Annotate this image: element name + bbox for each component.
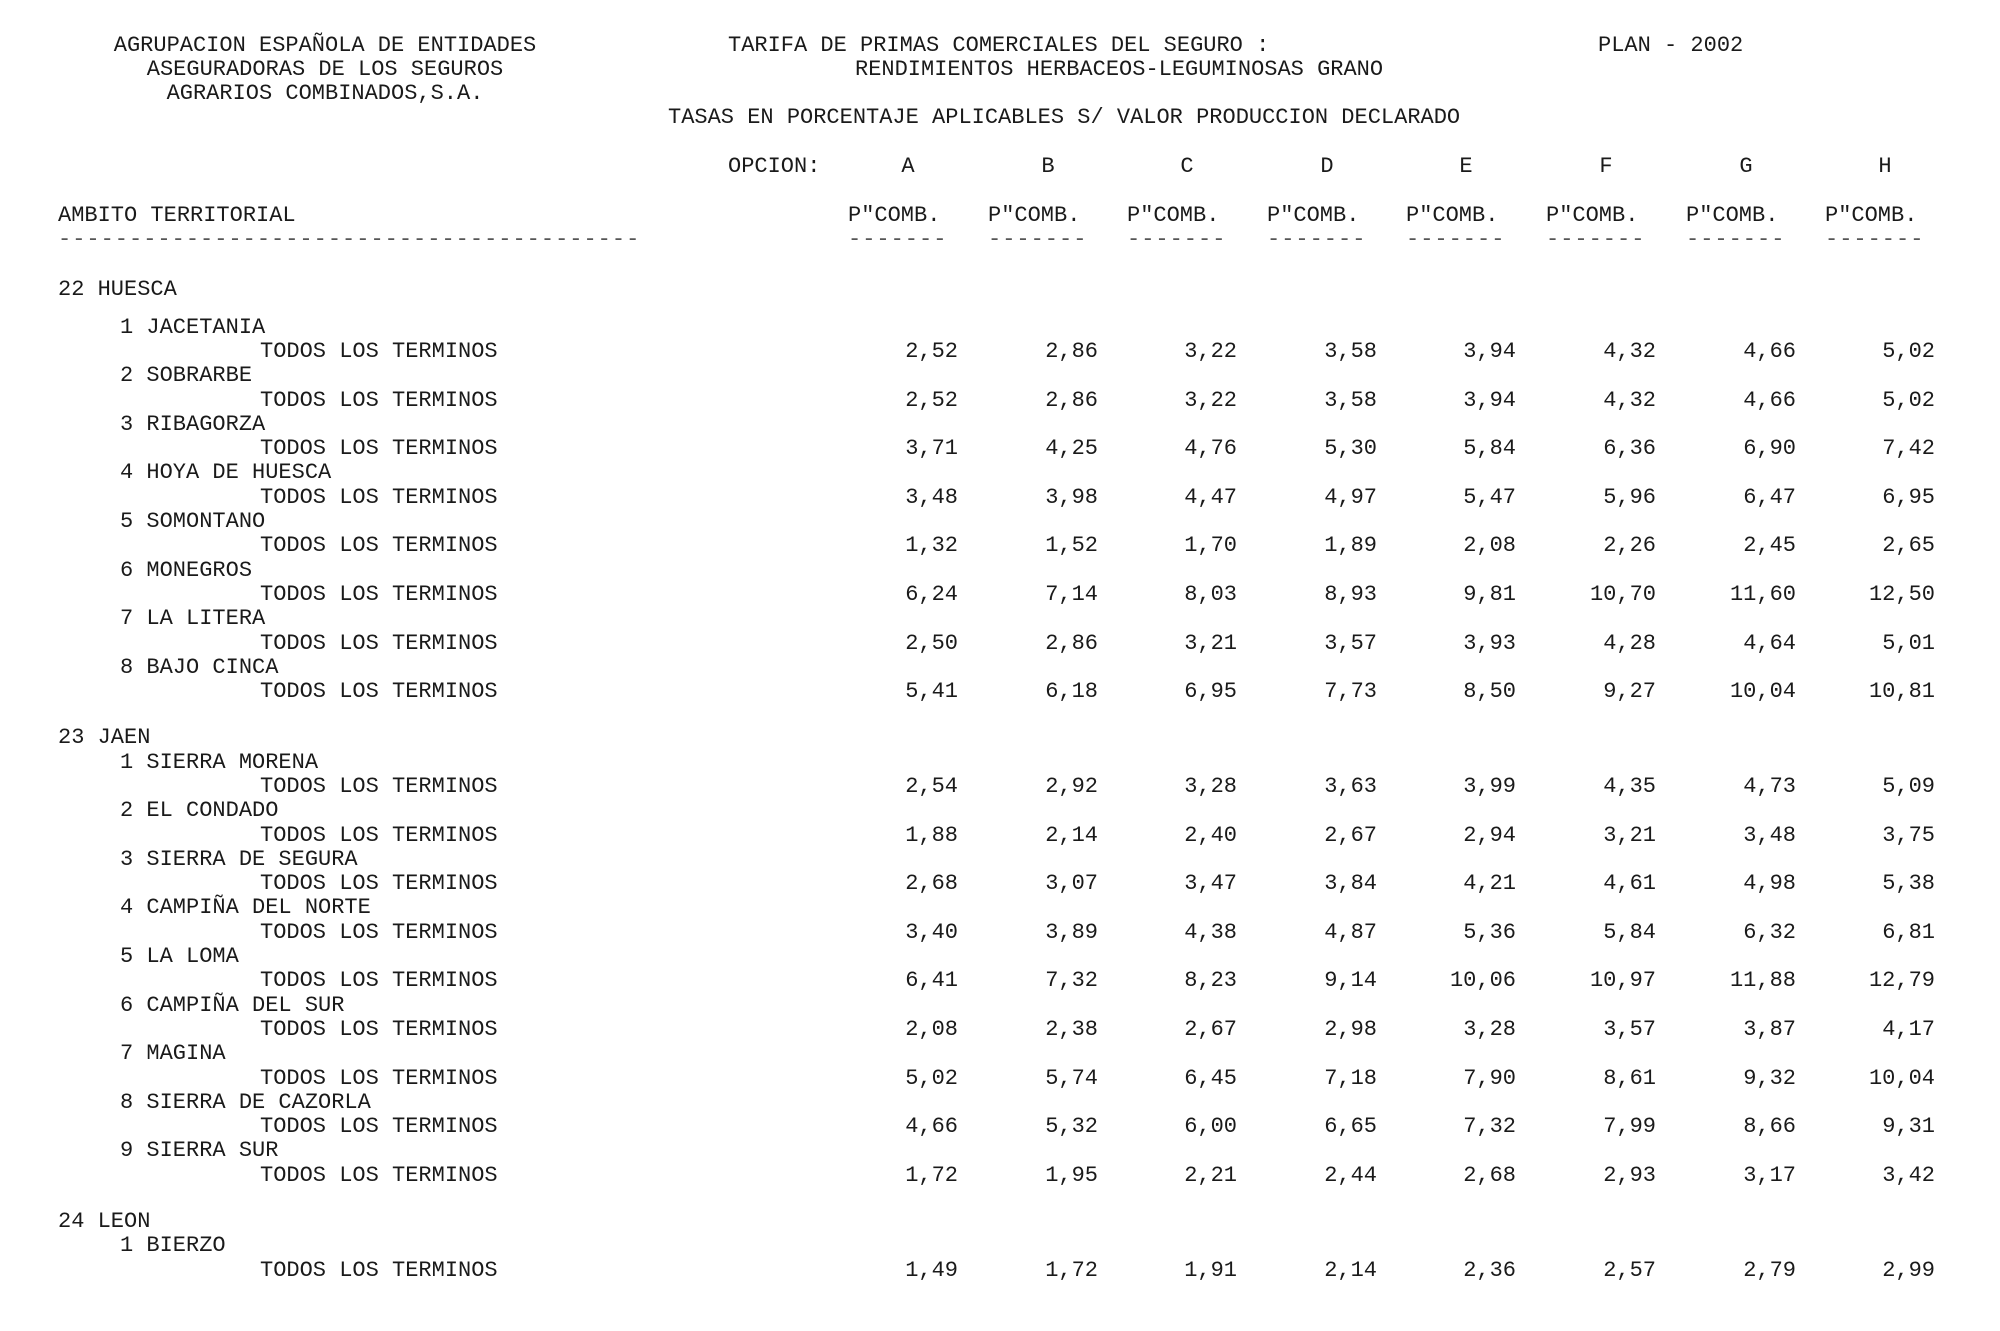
rate-value-g: 4,73 [1743,774,1796,799]
rate-value-d: 2,14 [1324,1258,1377,1283]
comarca-name: 6 MONEGROS [120,558,253,583]
rate-value-b: 2,86 [1045,388,1098,413]
org-line-2: ASEGURADORAS DE LOS SEGUROS [146,57,504,82]
option-f: F [1599,154,1613,179]
rate-value-g: 4,66 [1743,388,1796,413]
rate-value-g: 9,32 [1743,1066,1796,1091]
rate-value-c: 1,70 [1184,533,1237,558]
term-label: TODOS LOS TERMINOS [260,1163,498,1188]
rate-value-a: 1,49 [905,1258,958,1283]
rate-value-b: 2,86 [1045,631,1098,656]
rate-value-f: 3,21 [1603,823,1656,848]
rate-value-a: 2,52 [905,388,958,413]
comarca-name: 6 CAMPIÑA DEL SUR [120,993,345,1018]
plan-label: PLAN - 2002 [1598,33,1744,58]
rate-value-b: 3,98 [1045,485,1098,510]
rate-value-a: 2,68 [905,871,958,896]
rate-value-h: 4,17 [1882,1017,1935,1042]
rate-value-h: 2,99 [1882,1258,1935,1283]
rate-value-d: 4,87 [1324,920,1377,945]
rate-value-c: 8,23 [1184,968,1237,993]
comarca-name: 3 RIBAGORZA [120,412,266,437]
rate-value-e: 9,81 [1463,582,1516,607]
term-label: TODOS LOS TERMINOS [260,1258,498,1283]
rate-value-g: 10,04 [1729,679,1796,704]
rate-value-b: 1,52 [1045,533,1098,558]
rate-value-f: 2,57 [1603,1258,1656,1283]
comarca-name: 3 SIERRA DE SEGURA [120,847,358,872]
rate-value-e: 5,47 [1463,485,1516,510]
rate-value-g: 4,66 [1743,339,1796,364]
rate-value-e: 3,94 [1463,388,1516,413]
rate-value-h: 10,81 [1868,679,1935,704]
rate-value-h: 12,50 [1868,582,1935,607]
column-header-f: P"COMB. [1546,203,1639,228]
column-header-d: P"COMB. [1267,203,1360,228]
column-underline-c: ------- [1127,227,1227,252]
rate-value-e: 2,08 [1463,533,1516,558]
rate-value-a: 1,72 [905,1163,958,1188]
rate-value-a: 2,08 [905,1017,958,1042]
rate-value-b: 1,95 [1045,1163,1098,1188]
rate-value-g: 6,32 [1743,920,1796,945]
rate-value-g: 6,47 [1743,485,1796,510]
term-label: TODOS LOS TERMINOS [260,485,498,510]
rate-value-c: 8,03 [1184,582,1237,607]
province-heading: 23 JAEN [58,725,151,750]
term-label: TODOS LOS TERMINOS [260,1066,498,1091]
rate-value-d: 7,73 [1324,679,1377,704]
column-header-a: P"COMB. [848,203,941,228]
rate-value-d: 2,44 [1324,1163,1377,1188]
rate-value-f: 10,97 [1589,968,1656,993]
rate-value-h: 7,42 [1882,436,1935,461]
rate-value-h: 5,01 [1882,631,1935,656]
rate-value-c: 2,21 [1184,1163,1237,1188]
rate-value-c: 3,47 [1184,871,1237,896]
comarca-name: 9 SIERRA SUR [120,1138,279,1163]
rate-value-a: 1,88 [905,823,958,848]
rate-value-b: 7,32 [1045,968,1098,993]
rate-value-b: 2,14 [1045,823,1098,848]
column-header-b: P"COMB. [988,203,1081,228]
column-underline-g: ------- [1686,227,1786,252]
rate-value-d: 3,63 [1324,774,1377,799]
rate-value-h: 12,79 [1868,968,1935,993]
rate-value-e: 10,06 [1449,968,1516,993]
comarca-name: 1 BIERZO [120,1233,226,1258]
rate-value-d: 4,97 [1324,485,1377,510]
rate-value-c: 2,67 [1184,1017,1237,1042]
rate-value-c: 1,91 [1184,1258,1237,1283]
document-title-line-2: RENDIMIENTOS HERBACEOS-LEGUMINOSAS GRANO [855,57,1384,82]
rate-value-d: 6,65 [1324,1114,1377,1139]
rate-value-a: 6,41 [905,968,958,993]
column-underline-h: ------- [1825,227,1925,252]
rate-value-g: 4,98 [1743,871,1796,896]
term-label: TODOS LOS TERMINOS [260,774,498,799]
rate-value-h: 6,95 [1882,485,1935,510]
rate-value-g: 8,66 [1743,1114,1796,1139]
rate-value-e: 4,21 [1463,871,1516,896]
rate-value-g: 11,88 [1729,968,1796,993]
column-header-c: P"COMB. [1127,203,1220,228]
org-line-3: AGRARIOS COMBINADOS,S.A. [166,81,484,106]
rate-value-d: 9,14 [1324,968,1377,993]
rate-value-g: 3,17 [1743,1163,1796,1188]
rate-value-c: 6,00 [1184,1114,1237,1139]
term-label: TODOS LOS TERMINOS [260,920,498,945]
rate-value-h: 6,81 [1882,920,1935,945]
rate-value-d: 3,84 [1324,871,1377,896]
ambito-territorial-label: AMBITO TERRITORIAL [58,203,296,228]
rate-value-a: 6,24 [905,582,958,607]
rate-value-d: 5,30 [1324,436,1377,461]
rate-value-e: 2,68 [1463,1163,1516,1188]
comarca-name: 2 SOBRARBE [120,363,253,388]
comarca-name: 5 SOMONTANO [120,509,266,534]
rate-value-a: 3,48 [905,485,958,510]
column-header-e: P"COMB. [1406,203,1499,228]
rate-value-e: 5,84 [1463,436,1516,461]
rate-value-d: 7,18 [1324,1066,1377,1091]
rate-value-c: 3,28 [1184,774,1237,799]
term-label: TODOS LOS TERMINOS [260,436,498,461]
comarca-name: 5 LA LOMA [120,944,239,969]
rate-value-c: 4,76 [1184,436,1237,461]
rate-value-g: 3,48 [1743,823,1796,848]
rate-value-c: 6,95 [1184,679,1237,704]
comarca-name: 4 HOYA DE HUESCA [120,460,332,485]
option-b: B [1041,154,1055,179]
rate-value-f: 10,70 [1589,582,1656,607]
rate-value-a: 4,66 [905,1114,958,1139]
rate-value-f: 9,27 [1603,679,1656,704]
rate-value-f: 4,28 [1603,631,1656,656]
rate-value-b: 3,89 [1045,920,1098,945]
rate-value-d: 3,57 [1324,631,1377,656]
comarca-name: 2 EL CONDADO [120,798,279,823]
rate-value-h: 2,65 [1882,533,1935,558]
province-heading: 22 HUESCA [58,277,177,302]
rate-value-f: 3,57 [1603,1017,1656,1042]
column-underline-e: ------- [1406,227,1506,252]
comarca-name: 7 LA LITERA [120,606,266,631]
rate-value-a: 5,41 [905,679,958,704]
rate-value-f: 4,35 [1603,774,1656,799]
rate-value-b: 4,25 [1045,436,1098,461]
rate-value-c: 6,45 [1184,1066,1237,1091]
rate-value-a: 1,32 [905,533,958,558]
rate-value-e: 3,94 [1463,339,1516,364]
rate-value-b: 6,18 [1045,679,1098,704]
rate-value-a: 3,40 [905,920,958,945]
ambito-underline: ----------------------------------------- [58,227,641,252]
column-underline-f: ------- [1546,227,1646,252]
comarca-name: 1 SIERRA MORENA [120,750,319,775]
rate-value-b: 2,92 [1045,774,1098,799]
term-label: TODOS LOS TERMINOS [260,1114,498,1139]
rate-value-h: 5,02 [1882,339,1935,364]
column-header-g: P"COMB. [1686,203,1779,228]
term-label: TODOS LOS TERMINOS [260,631,498,656]
rate-value-a: 2,50 [905,631,958,656]
rate-value-h: 10,04 [1868,1066,1935,1091]
rate-value-a: 2,54 [905,774,958,799]
rate-value-b: 2,38 [1045,1017,1098,1042]
comarca-name: 8 BAJO CINCA [120,655,279,680]
rate-value-b: 3,07 [1045,871,1098,896]
rate-value-b: 7,14 [1045,582,1098,607]
column-underline-b: ------- [988,227,1088,252]
rate-value-a: 3,71 [905,436,958,461]
term-label: TODOS LOS TERMINOS [260,388,498,413]
term-label: TODOS LOS TERMINOS [260,871,498,896]
rate-value-g: 11,60 [1729,582,1796,607]
option-a: A [901,154,915,179]
option-e: E [1459,154,1473,179]
rate-value-c: 2,40 [1184,823,1237,848]
rate-value-f: 5,84 [1603,920,1656,945]
rate-value-f: 4,32 [1603,388,1656,413]
rate-value-f: 2,26 [1603,533,1656,558]
rate-value-f: 5,96 [1603,485,1656,510]
option-label: OPCION: [728,154,821,179]
rate-value-a: 2,52 [905,339,958,364]
rate-value-f: 4,61 [1603,871,1656,896]
rate-value-f: 6,36 [1603,436,1656,461]
term-label: TODOS LOS TERMINOS [260,968,498,993]
rate-value-e: 7,90 [1463,1066,1516,1091]
rate-value-b: 2,86 [1045,339,1098,364]
option-c: C [1180,154,1194,179]
rate-value-h: 3,75 [1882,823,1935,848]
rate-value-h: 3,42 [1882,1163,1935,1188]
rate-value-e: 5,36 [1463,920,1516,945]
rate-value-b: 1,72 [1045,1258,1098,1283]
option-h: H [1878,154,1892,179]
rate-value-d: 3,58 [1324,388,1377,413]
rate-value-e: 3,93 [1463,631,1516,656]
rate-value-d: 2,98 [1324,1017,1377,1042]
rate-value-f: 8,61 [1603,1066,1656,1091]
column-header-h: P"COMB. [1825,203,1918,228]
option-g: G [1739,154,1753,179]
rate-value-c: 3,22 [1184,339,1237,364]
term-label: TODOS LOS TERMINOS [260,533,498,558]
rate-value-e: 7,32 [1463,1114,1516,1139]
term-label: TODOS LOS TERMINOS [260,823,498,848]
rate-value-g: 2,45 [1743,533,1796,558]
rate-value-f: 4,32 [1603,339,1656,364]
rate-value-h: 5,09 [1882,774,1935,799]
rate-value-c: 4,38 [1184,920,1237,945]
rate-value-f: 7,99 [1603,1114,1656,1139]
column-underline-a: ------- [848,227,948,252]
rate-value-e: 3,28 [1463,1017,1516,1042]
comarca-name: 8 SIERRA DE CAZORLA [120,1090,371,1115]
rate-value-e: 8,50 [1463,679,1516,704]
rate-value-d: 2,67 [1324,823,1377,848]
rate-value-b: 5,32 [1045,1114,1098,1139]
rate-value-c: 4,47 [1184,485,1237,510]
rate-value-h: 9,31 [1882,1114,1935,1139]
rate-value-d: 3,58 [1324,339,1377,364]
province-heading: 24 LEON [58,1209,151,1234]
rate-value-d: 1,89 [1324,533,1377,558]
rate-value-c: 3,21 [1184,631,1237,656]
term-label: TODOS LOS TERMINOS [260,1017,498,1042]
rate-value-g: 2,79 [1743,1258,1796,1283]
document-subtitle: TASAS EN PORCENTAJE APLICABLES S/ VALOR PRODUCCION DECLARADO [668,105,1461,130]
rate-value-f: 2,93 [1603,1163,1656,1188]
org-line-1: AGRUPACION ESPAÑOLA DE ENTIDADES [113,33,537,58]
term-label: TODOS LOS TERMINOS [260,679,498,704]
rate-value-e: 2,36 [1463,1258,1516,1283]
rate-value-c: 3,22 [1184,388,1237,413]
rate-value-g: 6,90 [1743,436,1796,461]
rate-value-a: 5,02 [905,1066,958,1091]
rate-value-g: 3,87 [1743,1017,1796,1042]
option-d: D [1320,154,1334,179]
column-underline-d: ------- [1267,227,1367,252]
rate-value-b: 5,74 [1045,1066,1098,1091]
comarca-name: 1 JACETANIA [120,315,266,340]
term-label: TODOS LOS TERMINOS [260,582,498,607]
comarca-name: 7 MAGINA [120,1041,226,1066]
document-title-line-1: TARIFA DE PRIMAS COMERCIALES DEL SEGURO : [728,33,1270,58]
term-label: TODOS LOS TERMINOS [260,339,498,364]
comarca-name: 4 CAMPIÑA DEL NORTE [120,895,371,920]
rate-value-e: 3,99 [1463,774,1516,799]
rate-value-h: 5,02 [1882,388,1935,413]
rate-value-d: 8,93 [1324,582,1377,607]
rate-value-h: 5,38 [1882,871,1935,896]
rate-value-e: 2,94 [1463,823,1516,848]
rate-value-g: 4,64 [1743,631,1796,656]
